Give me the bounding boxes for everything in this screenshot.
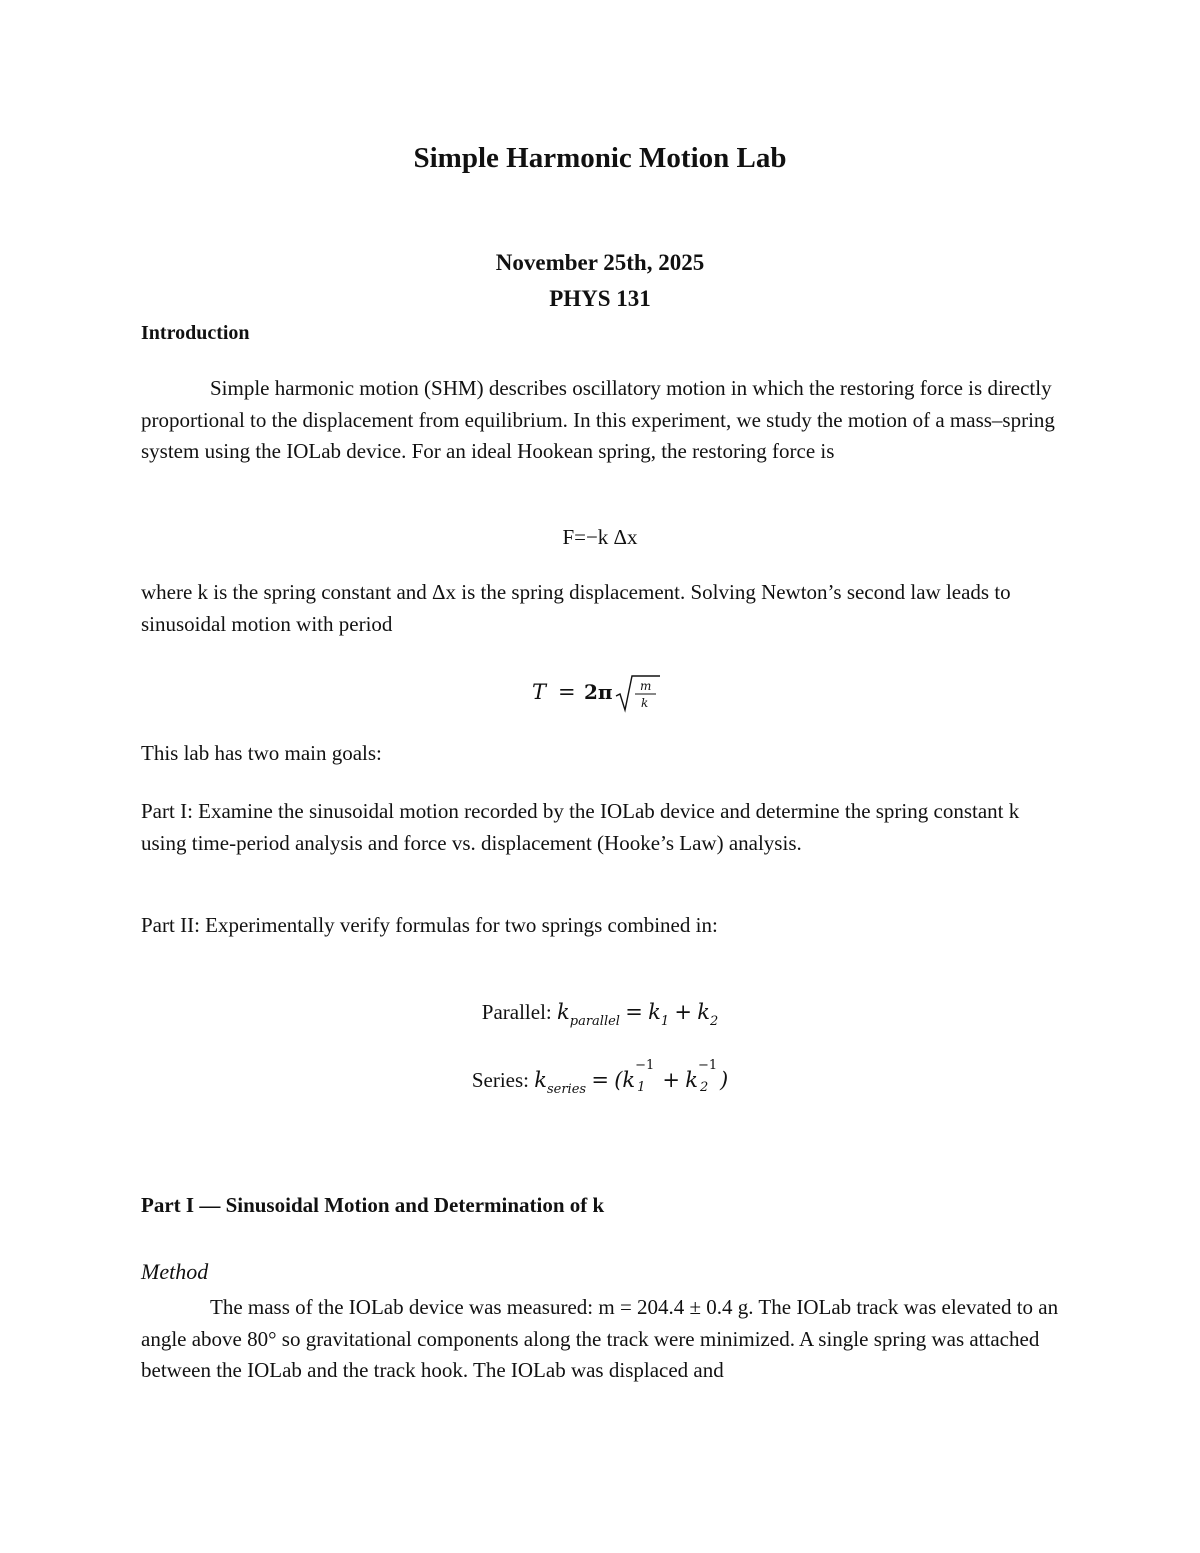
parallel-equation [0, 1000, 1200, 1029]
parallel-k: k [557, 1000, 570, 1024]
series-k2-superscript: −1 [697, 1058, 718, 1074]
series-subscript: series [546, 1082, 587, 1097]
method-paragraph-text: The mass of the IOLab device was measured: m = 204.4 ± 0.4 g. The IOLab track was elevated to an angle above 80° so gravitational components along the track were minimized. A single spring was attached between the IOLab and the track hook. The IOLab was displaced and [141, 1295, 1059, 1382]
series-k2-subscript: 2 [699, 1080, 709, 1096]
sqrt-sign [616, 676, 660, 710]
period-equation-graphic [530, 668, 670, 718]
parallel-equals: = [625, 1000, 643, 1024]
introduction-paragraph-text: Simple harmonic motion (SHM) describes oscillatory motion in which the restoring force is directly proportional to the displacement from equilibrium. In this experiment, we study the motion of a mass–spring system using the IOLab device. For an ideal Hookean spring, the restoring force is [141, 376, 1055, 463]
document-date: November 25th, 2025 [495, 250, 705, 275]
parallel-subscript: parallel [569, 1014, 620, 1029]
series-label: Series: [471, 1068, 535, 1092]
parallel-k1-subscript: 1 [660, 1014, 670, 1029]
method-paragraph [141, 1292, 1066, 1387]
series-k2: k [685, 1068, 698, 1092]
method-heading: Method [141, 1259, 209, 1284]
series-k1-subscript: 1 [637, 1080, 646, 1096]
spring-constant-paragraph: where k is the spring constant and Δx is the spring displacement. Solving Newton’s second law leads to sinusoidal motion with period [141, 580, 1011, 636]
document-title: Simple Harmonic Motion Lab [413, 142, 787, 174]
series-k1: k [622, 1068, 636, 1092]
course-code: PHYS 131 [549, 286, 651, 311]
period-denominator: k [641, 696, 649, 710]
parallel-k2: k [697, 1000, 710, 1024]
period-coefficient: 2π [584, 680, 613, 704]
parallel-label: Parallel: [481, 1000, 558, 1024]
goals-intro: This lab has two main goals: [141, 741, 382, 765]
period-equation [0, 668, 1200, 723]
parallel-plus: + [674, 1000, 692, 1024]
force-equation: F=−k Δx [562, 525, 638, 549]
series-close-paren: ) [719, 1068, 729, 1092]
series-k1-superscript: −1 [635, 1058, 655, 1074]
series-plus: + [662, 1068, 680, 1092]
series-k1-indices [635, 1058, 657, 1096]
period-numerator: m [640, 679, 652, 693]
series-equals: = [591, 1068, 609, 1092]
introduction-heading: Introduction [141, 322, 250, 344]
part1-goal: Part I: Examine the sinusoidal motion recorded by the IOLab device and determine the spring constant k using time-period analysis and force vs. displacement (Hooke’s Law) analysis. [141, 799, 1020, 855]
series-equation [0, 1058, 1200, 1097]
parallel-k1: k [648, 1000, 661, 1024]
introduction-paragraph [141, 373, 1066, 468]
part1-heading: Part I — Sinusoidal Motion and Determination of k [141, 1193, 605, 1217]
period-equals: = [558, 680, 576, 704]
period-lhs: T [532, 680, 547, 704]
series-k: k [534, 1068, 547, 1092]
series-open-paren: ( [614, 1068, 623, 1092]
series-k2-indices [697, 1058, 720, 1096]
part2-goal: Part II: Experimentally verify formulas for two springs combined in: [141, 913, 718, 937]
parallel-k2-subscript: 2 [709, 1014, 719, 1029]
